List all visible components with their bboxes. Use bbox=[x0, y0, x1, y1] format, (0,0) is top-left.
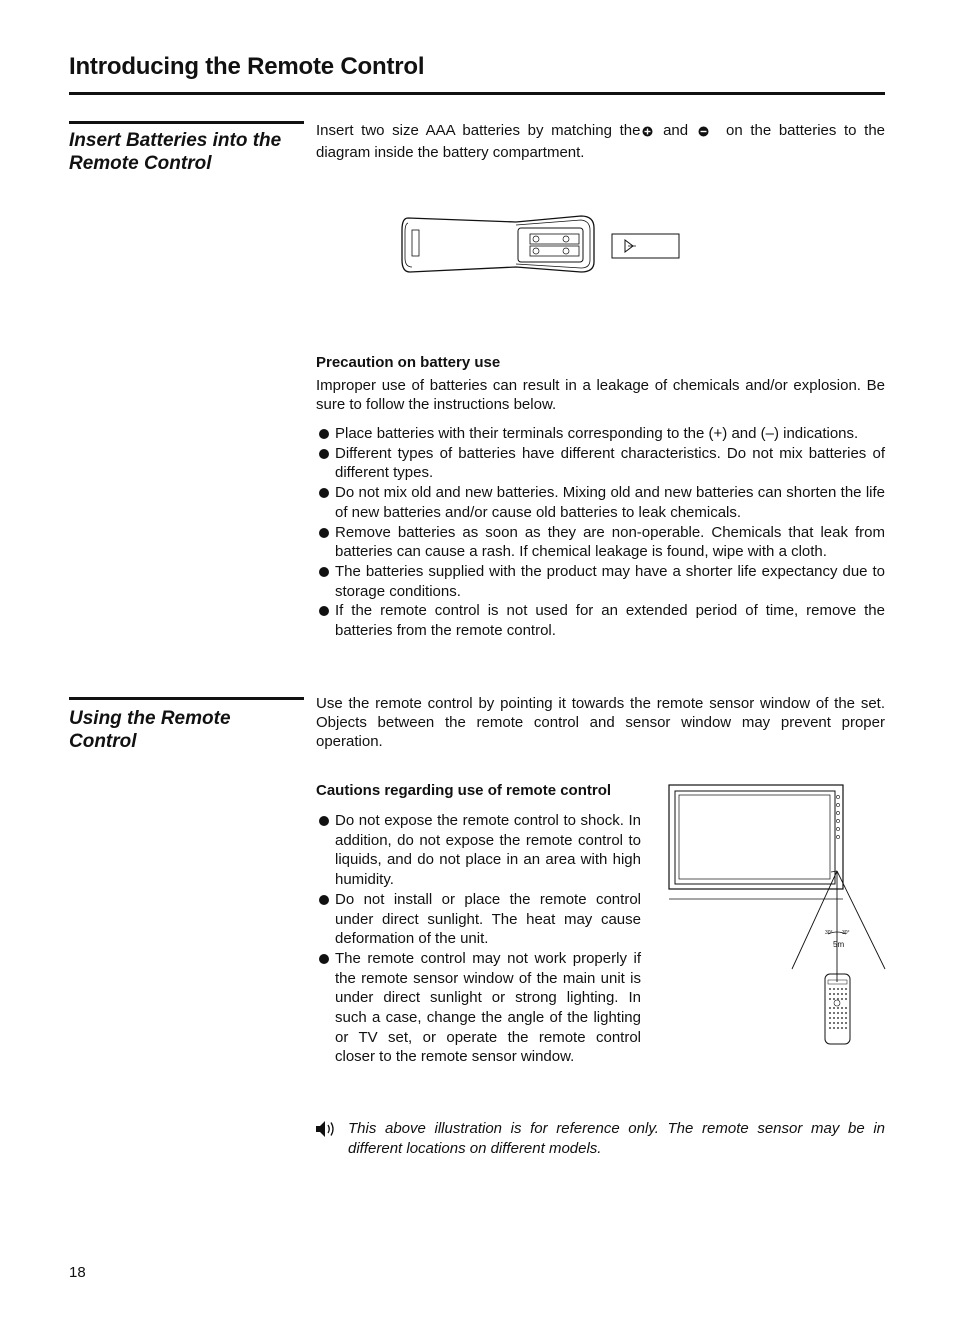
section-title-batteries: Insert Batteries into the Remote Control bbox=[69, 130, 282, 174]
page-title: Introducing the Remote Control bbox=[69, 53, 425, 80]
remote-control-icon bbox=[825, 974, 850, 1044]
section-title-usage: Using the Remote Control bbox=[69, 708, 231, 752]
precaution-list bbox=[316, 424, 885, 641]
list-item: Place batteries with their terminals corresponding to the (+) and (–) indications. bbox=[316, 424, 885, 444]
list-item: The remote control may not work properly if the remote sensor window of the main unit is under direct sunlight or strong lighting. In such a case, change the angle of the lighting or TV set, or operate the remote control closer to the remote sensor window. bbox=[316, 949, 641, 1067]
minus-circle-icon bbox=[698, 123, 709, 143]
section-rule-batteries bbox=[69, 121, 304, 124]
list-item: Do not install or place the remote control under direct sunlight. The heat may cause deformation of the unit. bbox=[316, 890, 641, 949]
speaker-icon bbox=[315, 1119, 337, 1139]
precaution-heading: Precaution on battery use bbox=[316, 354, 501, 371]
precaution-intro: Improper use of batteries can result in a leakage of chemicals and/or explosion. Be sure to follow the instructions below. bbox=[316, 377, 885, 413]
cautions-heading: Cautions regarding use of remote control bbox=[316, 782, 612, 799]
distance-label: 5m bbox=[833, 940, 845, 949]
battery-intro bbox=[316, 121, 885, 162]
angle-right-label: 30° bbox=[842, 930, 850, 936]
list-item: If the remote control is not used for an extended period of time, remove the batteries from the remote control. bbox=[316, 601, 885, 640]
angle-left-label: 30° bbox=[825, 930, 833, 936]
usage-intro: Use the remote control by pointing it towards the remote sensor window of the set. Objects between the remote control and sensor window may prevent proper operation. bbox=[316, 695, 885, 750]
battery-intro-part3: on the batteries to the diagram inside the battery compartment. bbox=[316, 122, 886, 161]
remote-sensor-diagram bbox=[666, 782, 888, 1048]
reference-note: This above illustration is for reference only. The remote sensor may be in different locations on different models. bbox=[348, 1120, 885, 1157]
battery-intro-part2: and bbox=[663, 122, 689, 139]
list-item: Do not mix old and new batteries. Mixing old and new batteries can shorten the life of new batteries and/or cause old batteries to leak chemicals. bbox=[316, 483, 885, 522]
title-rule bbox=[69, 92, 885, 95]
list-item: Do not expose the remote control to shock. In addition, do not expose the remote control to liquids, and do not place in an area with high humidity. bbox=[316, 811, 641, 890]
plus-circle-icon bbox=[642, 123, 653, 143]
page-number: 18 bbox=[69, 1264, 86, 1281]
list-item: The batteries supplied with the product may have a shorter life expectancy due to storage conditions. bbox=[316, 562, 885, 601]
list-item: Different types of batteries have different characteristics. Do not mix batteries of different types. bbox=[316, 444, 885, 483]
cautions-list bbox=[316, 811, 641, 1067]
list-item: Remove batteries as soon as they are non-operable. Chemicals that leak from batteries can cause a rash. If chemical leakage is found, wipe with a cloth. bbox=[316, 523, 885, 562]
battery-intro-part1: Insert two size AAA batteries by matching the bbox=[316, 122, 641, 139]
remote-battery-compartment-illustration bbox=[396, 210, 688, 280]
section-rule-usage bbox=[69, 697, 304, 700]
